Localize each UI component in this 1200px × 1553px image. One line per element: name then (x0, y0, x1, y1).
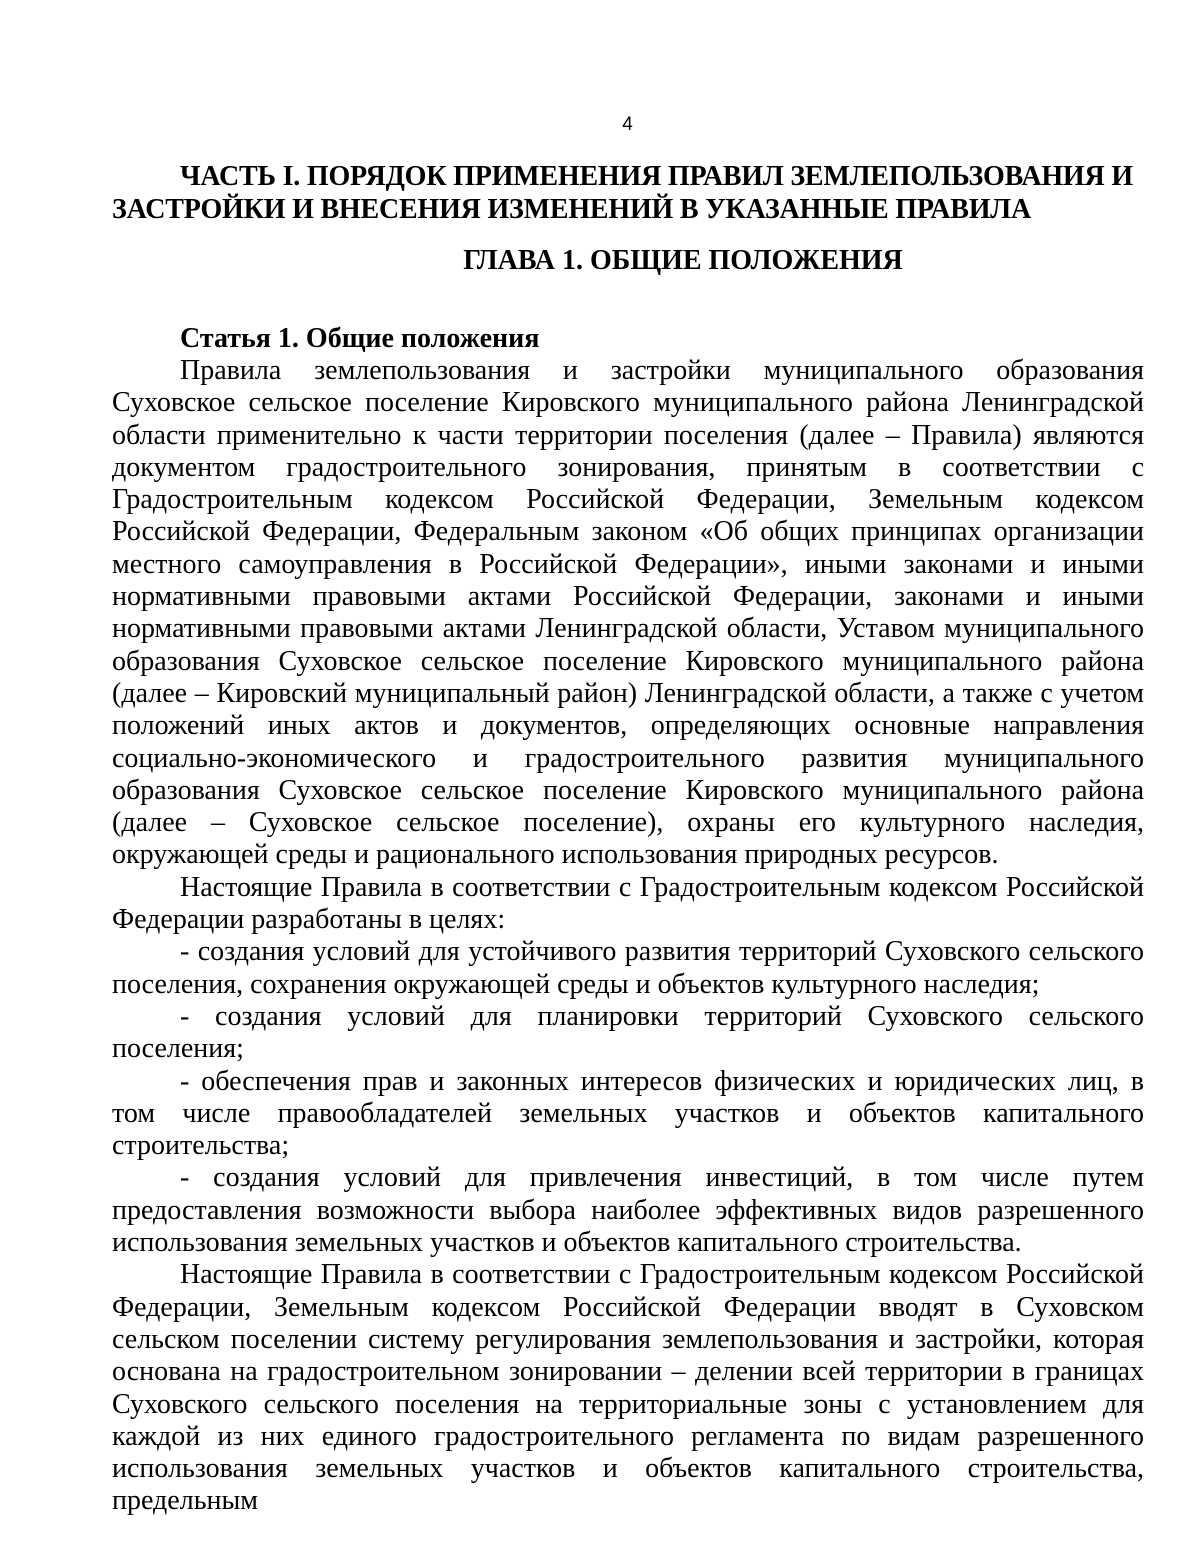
paragraph-zoning-system: Настоящие Правила в соответствии с Градостроительным кодексом Российской Федерации, Земельным кодексом Российской Федерации вводят в Суховском сельском поселении систему регулирования землепользования и застройки, которая основана на градостроительном зонировании – делении всей территории в границах Суховского сельского поселения на территориальные зоны с установлением для каждой из них единого градостроительного регламента по видам разрешенного использования земельных участков и объектов капитального строительства, предельным (112, 1259, 1144, 1517)
list-item-investment-conditions: - создания условий для привлечения инвестиций, в том числе путем предоставления возможности выбора наиболее эффективных видов разрешенного использования земельных участков и объектов капитального строительства. (112, 1162, 1144, 1259)
chapter-title: ГЛАВА 1. ОБЩИЕ ПОЛОЖЕНИЯ (463, 245, 903, 276)
document-content (112, 160, 1144, 1518)
page-number: 4 (622, 114, 633, 135)
list-item-sustainable-development: - создания условий для устойчивого развития территорий Суховского сельского поселения, сохранения окружающей среды и объектов культурного наследия; (112, 936, 1144, 1000)
list-item-rights-protection: - обеспечения прав и законных интересов физических и юридических лиц, в том числе правообладателей земельных участков и объектов капитального строительства; (112, 1065, 1144, 1162)
article-title: Статья 1. Общие положения (180, 323, 540, 354)
paragraph-rules-definition: Правила землепользования и застройки муниципального образования Суховское сельское поселение Кировского муниципального района Ленинградской области применительно к части территории поселения (далее – Правила) являются документом градостроительного зонирования, принятым в соответствии с Градостроительным кодексом Российской Федерации, Земельным кодексом Российской Федерации, Федеральным законом «Об общих принципах организации местного самоуправления в Российской Федерации», иными законами и иными нормативными правовыми актами Российской Федерации, законами и иными нормативными правовыми актами Ленинградской области, Уставом муниципального образования Суховское сельское поселение Кировского муниципального района (далее – Кировский муниципальный район) Ленинградской области, а также с учетом положений иных актов и документов, определяющих основные направления социально-экономического и градостроительного развития муниципального образования Суховское сельское поселение Кировского муниципального района (далее – Суховское сельское поселение), охраны его культурного наследия, окружающей среды и рационального использования природных ресурсов. (112, 355, 1144, 871)
list-item-territory-planning: - создания условий для планировки территорий Суховского сельского поселения; (112, 1000, 1144, 1065)
paragraph-purposes-intro: Настоящие Правила в соответствии с Градостроительным кодексом Российской Федерации разработаны в целях: (112, 871, 1144, 936)
part-title: ЧАСТЬ I. ПОРЯДОК ПРИМЕНЕНИЯ ПРАВИЛ ЗЕМЛЕПОЛЬЗОВАНИЯ И ЗАСТРОЙКИ И ВНЕСЕНИЯ ИЗМЕНЕНИЙ В УКАЗАННЫЕ ПРАВИЛА (112, 161, 1133, 225)
